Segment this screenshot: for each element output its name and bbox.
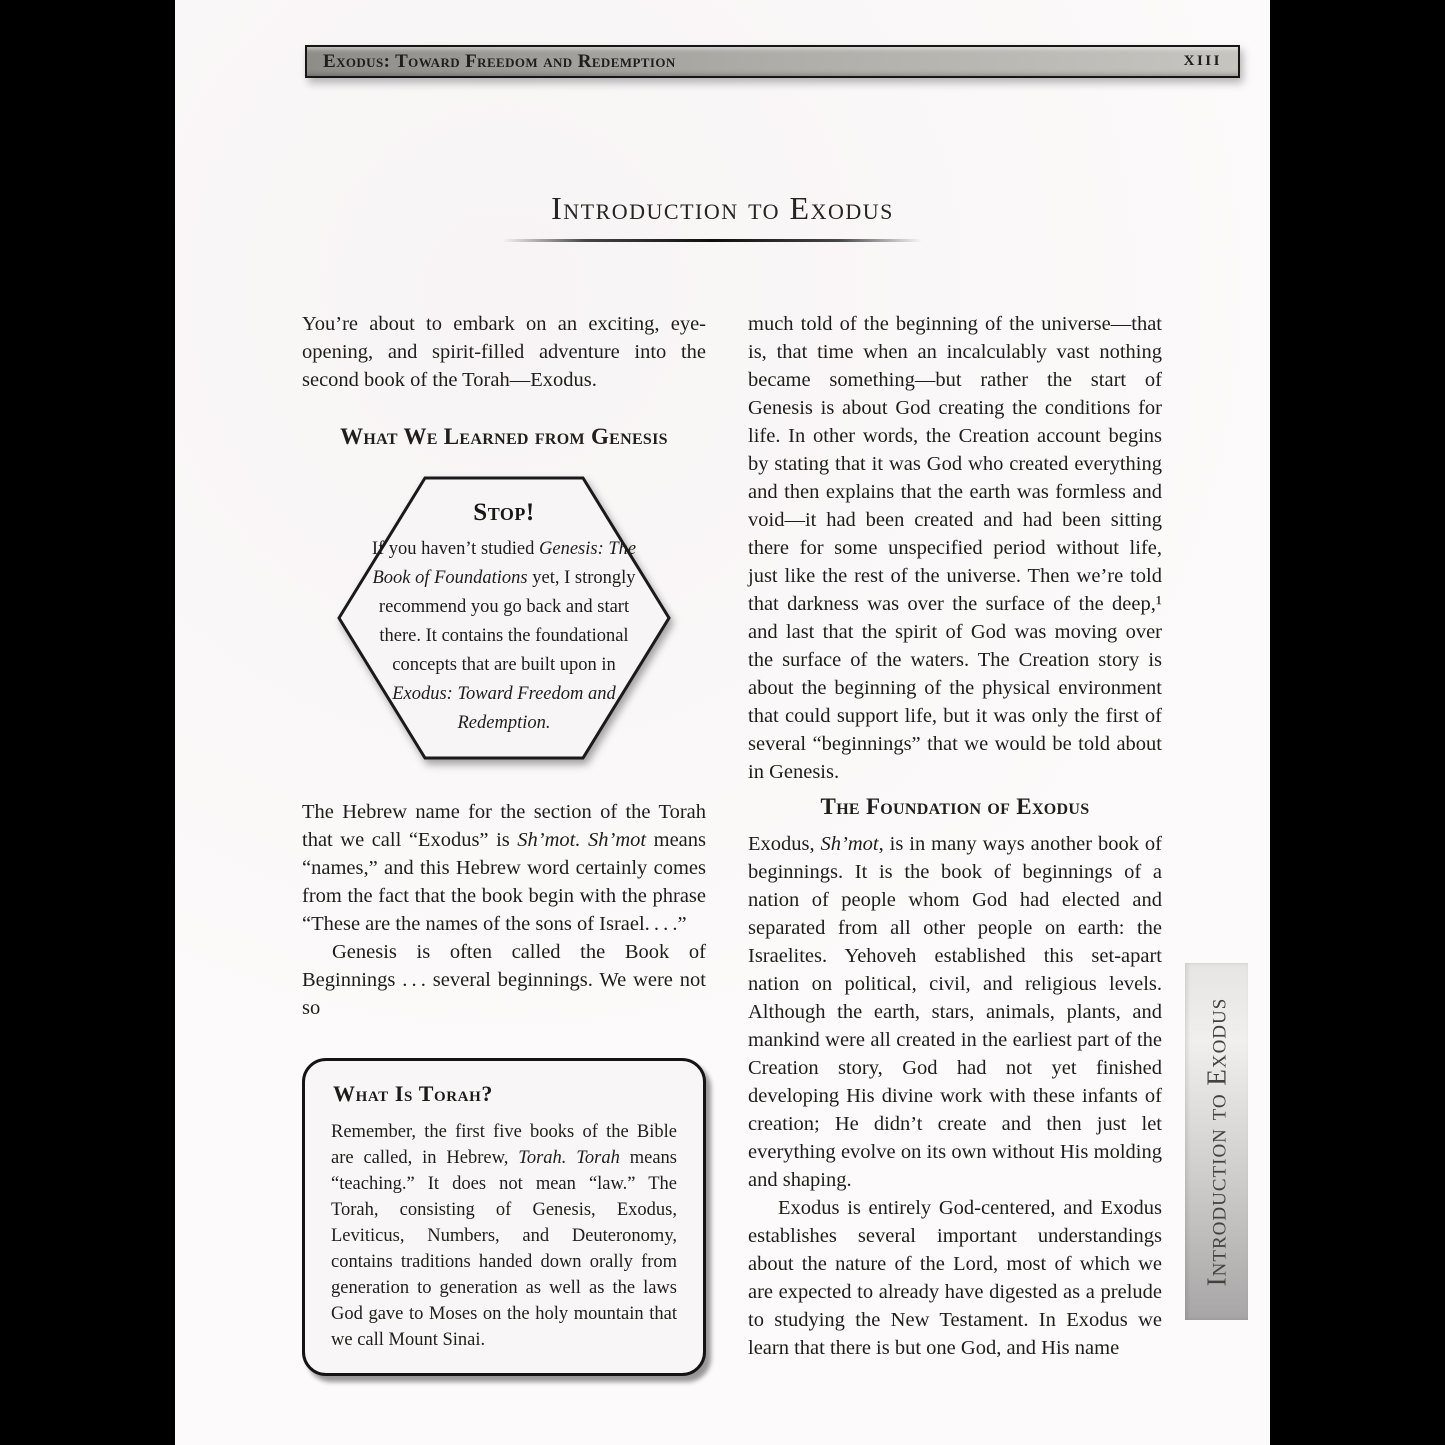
right-column	[748, 310, 1162, 1362]
paragraph-exodus-beginnings: Exodus, Sh’mot, is in many ways another book of beginnings. It is the book of beginnings of a nation of people whom God had elected and separated from all other people on earth: the Israelites. Yehoveh established this set-apart nation on political, civil, and religious levels. Although the earth, stars, animals, plants, and mankind were all created in the earliest part of the Creation story, God had not yet finished developing His divine work with these infants of creation; He didn’t create and then just let everything evolve on its own without His molding and shaping.	[748, 833, 1163, 1191]
stop-callout-text: If you haven’t studied Genesis: The Book of Foundations yet, I strongly recommend you go back and start there. It contains the foundational concepts that are built upon in Exodus: Toward Freedom and Redemption.	[371, 538, 637, 733]
paragraph-intro: You’re about to embark on an exciting, eye-opening, and spirit-filled adventure into the second book of the Torah—Exodus.	[302, 313, 706, 391]
page-paper	[175, 0, 1270, 1445]
left-column	[302, 310, 706, 1376]
running-header-title: Exodus: Toward Freedom and Redemption	[323, 50, 676, 72]
torah-callout-text: Remember, the first five books of the Bible are called, in Hebrew, Torah. Torah means “teaching.” It does not mean “law.” The Torah, consisting of Genesis, Exodus, Leviticus, Numbers, and Deuteronomy, contains traditions handed down orally from generation to generation as well as the laws God gave to Moses on the holy mountain that we call Mount Sinai.	[331, 1122, 677, 1350]
stop-callout-hexagon	[336, 474, 672, 762]
section-heading-foundation: The Foundation of Exodus	[820, 794, 1090, 819]
section-edge-tab-label: Introduction to Exodus	[1201, 997, 1231, 1286]
section-edge-tab	[1185, 963, 1248, 1320]
paragraph-hebrew-name: The Hebrew name for the section of the Torah that we call “Exodus” is Sh’mot. Sh’mot means “names,” and this Hebrew word certainly comes from the fact that the book begin with the phrase “These are the names of the sons of Israel. . . .”	[302, 801, 706, 935]
title-divider-rule	[502, 239, 922, 242]
chapter-title: Introduction to Exodus	[551, 190, 894, 226]
running-header-bar	[305, 45, 1240, 78]
paragraph-god-centered: Exodus is entirely God-centered, and Exodus establishes several important understandings about the nature of the Lord, most of which we are expected to already have digested as a prelude to studying the New Testament. In Exodus we learn that there is but one God, and His name	[748, 1197, 1162, 1359]
section-heading-genesis: What We Learned from Genesis	[340, 424, 668, 449]
torah-callout-box	[302, 1058, 706, 1376]
paragraph-creation-account: much told of the beginning of the universe—that is, that time when an incalculably vast nothing became something—but rather the start of Genesis is about God creating the conditions for life. In other words, the Creation account begins by stating that it was God who created everything and then explains that the earth was formless and void—it had been created and had been sitting there for some unspecified period without life, just like the rest of the universe. Then we’re told that darkness was over the surface of the deep,¹ and last that the spirit of God was moving over the surface of the waters. The Creation story is about the beginning of the physical environment that could support life, but it was only the first of several “beginnings” that we would be told about in Genesis.	[748, 313, 1162, 783]
stop-callout-title: Stop!	[473, 498, 535, 526]
torah-callout-title: What Is Torah?	[333, 1081, 493, 1106]
stop-callout-content	[360, 486, 648, 750]
page-number: XIII	[1183, 53, 1222, 69]
paragraph-book-of-beginnings: Genesis is often called the Book of Beginnings . . . several beginnings. We were not so	[302, 941, 706, 1019]
